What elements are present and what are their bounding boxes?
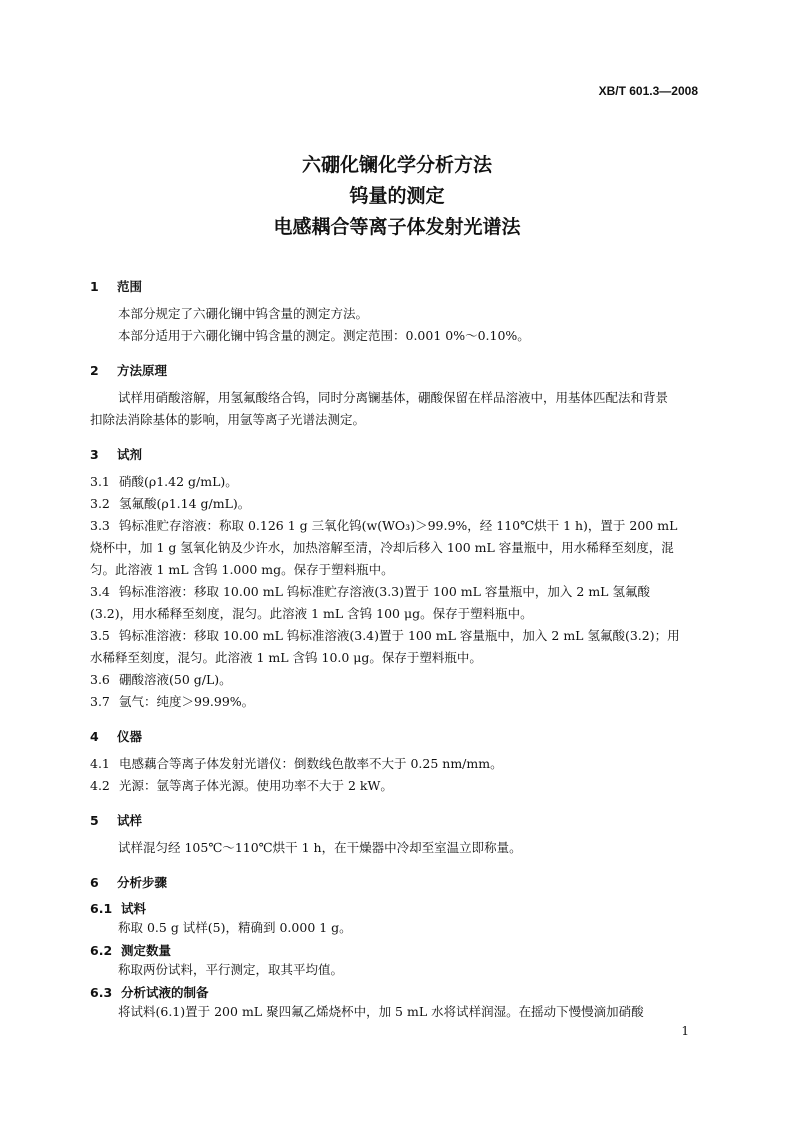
section-title: 试剂 — [117, 447, 143, 462]
section-5-heading — [90, 811, 142, 829]
section-3-heading — [90, 445, 142, 463]
clause-3-1 — [90, 471, 710, 493]
section-4-heading — [90, 727, 142, 745]
subsection-6-3-text: 将试料(6.1)置于 200 mL 聚四氟乙烯烧杯中，加 5 mL 水将试样润湿。在摇动下慢慢滴加硝酸 — [118, 1004, 644, 1019]
doc-title-line-2: 钨量的测定 — [349, 185, 445, 207]
section-1-paragraph-1: 本部分规定了六硼化镧中钨含量的测定方法。 — [118, 306, 369, 321]
clause-4-1 — [90, 753, 710, 775]
clause-number: 3.7 — [90, 694, 110, 709]
clause-3-3 — [90, 515, 710, 537]
clause-3-3-line-2: 烧杯中，加 1 g 氢氧化钠及少许水，加热溶解至清，冷却后移入 100 mL 容量瓶中，用水稀释至刻度，混 — [90, 540, 674, 555]
clause-number: 3.3 — [90, 518, 110, 533]
clause-number: 3.4 — [90, 584, 110, 599]
clause-number: 3.6 — [90, 672, 110, 687]
clause-text: 氢氟酸(ρ1.14 g/mL)。 — [119, 496, 251, 511]
subsection-number: 6.3 — [90, 985, 113, 1000]
doc-title-line-3: 电感耦合等离子体发射光谱法 — [273, 216, 521, 238]
clause-text: 硼酸溶液(50 g/L)。 — [119, 672, 232, 687]
clause-number: 3.2 — [90, 496, 110, 511]
subsection-6-1-text: 称取 0.5 g 试样(5)，精确到 0.000 1 g。 — [118, 920, 352, 935]
clause-4-2 — [90, 775, 710, 797]
clause-3-2 — [90, 493, 710, 515]
section-1-heading — [90, 277, 142, 295]
section-number: 2 — [90, 363, 99, 378]
section-title: 分析步骤 — [117, 875, 168, 890]
clause-number: 4.2 — [90, 778, 110, 793]
clause-text: 电感藕合等离子体发射光谱仪：倒数线色散率不大于 0.25 nm/mm。 — [119, 756, 503, 771]
subsection-title: 分析试液的制备 — [121, 985, 209, 1000]
clause-3-6 — [90, 669, 710, 691]
section-2-line-2: 扣除法消除基体的影响，用氩等离子光谱法测定。 — [90, 412, 366, 427]
clause-number: 3.1 — [90, 474, 110, 489]
clause-3-4 — [90, 581, 710, 603]
clause-text: 钨标准贮存溶液：称取 0.126 1 g 三氧化钨(w(WO₃)＞99.9%，经 110℃烘干 1 h)，置于 200 mL — [119, 518, 678, 533]
section-6-heading — [90, 873, 167, 891]
section-2-heading — [90, 361, 167, 379]
subsection-6-3-heading — [90, 983, 209, 1001]
clause-3-7 — [90, 691, 710, 713]
clause-text: 钨标准溶液：移取 10.00 mL 钨标准贮存溶液(3.3)置于 100 mL 容量瓶中，加入 2 mL 氢氟酸 — [119, 584, 650, 599]
clause-3-5-line-2: 水稀释至刻度，混匀。此溶液 1 mL 含钨 10.0 μg。保存于塑料瓶中。 — [90, 650, 482, 665]
clause-text: 钨标准溶液：移取 10.00 mL 钨标准溶液(3.4)置于 100 mL 容量瓶中，加入 2 mL 氢氟酸(3.2)；用 — [119, 628, 680, 643]
subsection-6-2-heading — [90, 941, 171, 959]
clause-3-5 — [90, 625, 710, 647]
clause-text: 光源：氩等离子体光源。使用功率不大于 2 kW。 — [119, 778, 393, 793]
clause-number: 4.1 — [90, 756, 110, 771]
clause-text: 氩气：纯度＞99.99%。 — [119, 694, 255, 709]
clause-3-4-line-2: (3.2)，用水稀释至刻度，混匀。此溶液 1 mL 含钨 100 μg。保存于塑料瓶中。 — [90, 606, 533, 621]
section-number: 6 — [90, 875, 99, 890]
subsection-number: 6.1 — [90, 901, 113, 916]
page-number: 1 — [681, 1024, 689, 1038]
section-number: 4 — [90, 729, 99, 744]
section-1-paragraph-2: 本部分适用于六硼化镧中钨含量的测定。测定范围：0.001 0%～0.10%。 — [118, 328, 530, 343]
section-2-line-1: 试样用硝酸溶解，用氢氟酸络合钨，同时分离镧基体，硼酸保留在样品溶液中，用基体匹配法和背景 — [118, 390, 669, 405]
clause-3-3-line-3: 匀。此溶液 1 mL 含钨 1.000 mg。保存于塑料瓶中。 — [90, 562, 394, 577]
standard-number: XB/T 601.3—2008 — [598, 84, 698, 98]
subsection-6-2-text: 称取两份试料，平行测定，取其平均值。 — [118, 962, 344, 977]
doc-title-line-1: 六硼化镧化学分析方法 — [301, 154, 492, 176]
section-5-paragraph: 试样混匀经 105℃～110℃烘干 1 h，在干燥器中冷却至室温立即称量。 — [118, 840, 522, 855]
section-title: 试样 — [117, 813, 143, 828]
section-number: 3 — [90, 447, 99, 462]
section-number: 1 — [90, 279, 99, 294]
section-title: 方法原理 — [117, 363, 168, 378]
clause-text: 硝酸(ρ1.42 g/mL)。 — [119, 474, 238, 489]
section-number: 5 — [90, 813, 99, 828]
subsection-title: 试料 — [121, 901, 147, 916]
subsection-title: 测定数量 — [121, 943, 172, 958]
subsection-number: 6.2 — [90, 943, 113, 958]
clause-number: 3.5 — [90, 628, 110, 643]
section-title: 仪器 — [117, 729, 143, 744]
section-title: 范围 — [117, 279, 143, 294]
subsection-6-1-heading — [90, 899, 146, 917]
